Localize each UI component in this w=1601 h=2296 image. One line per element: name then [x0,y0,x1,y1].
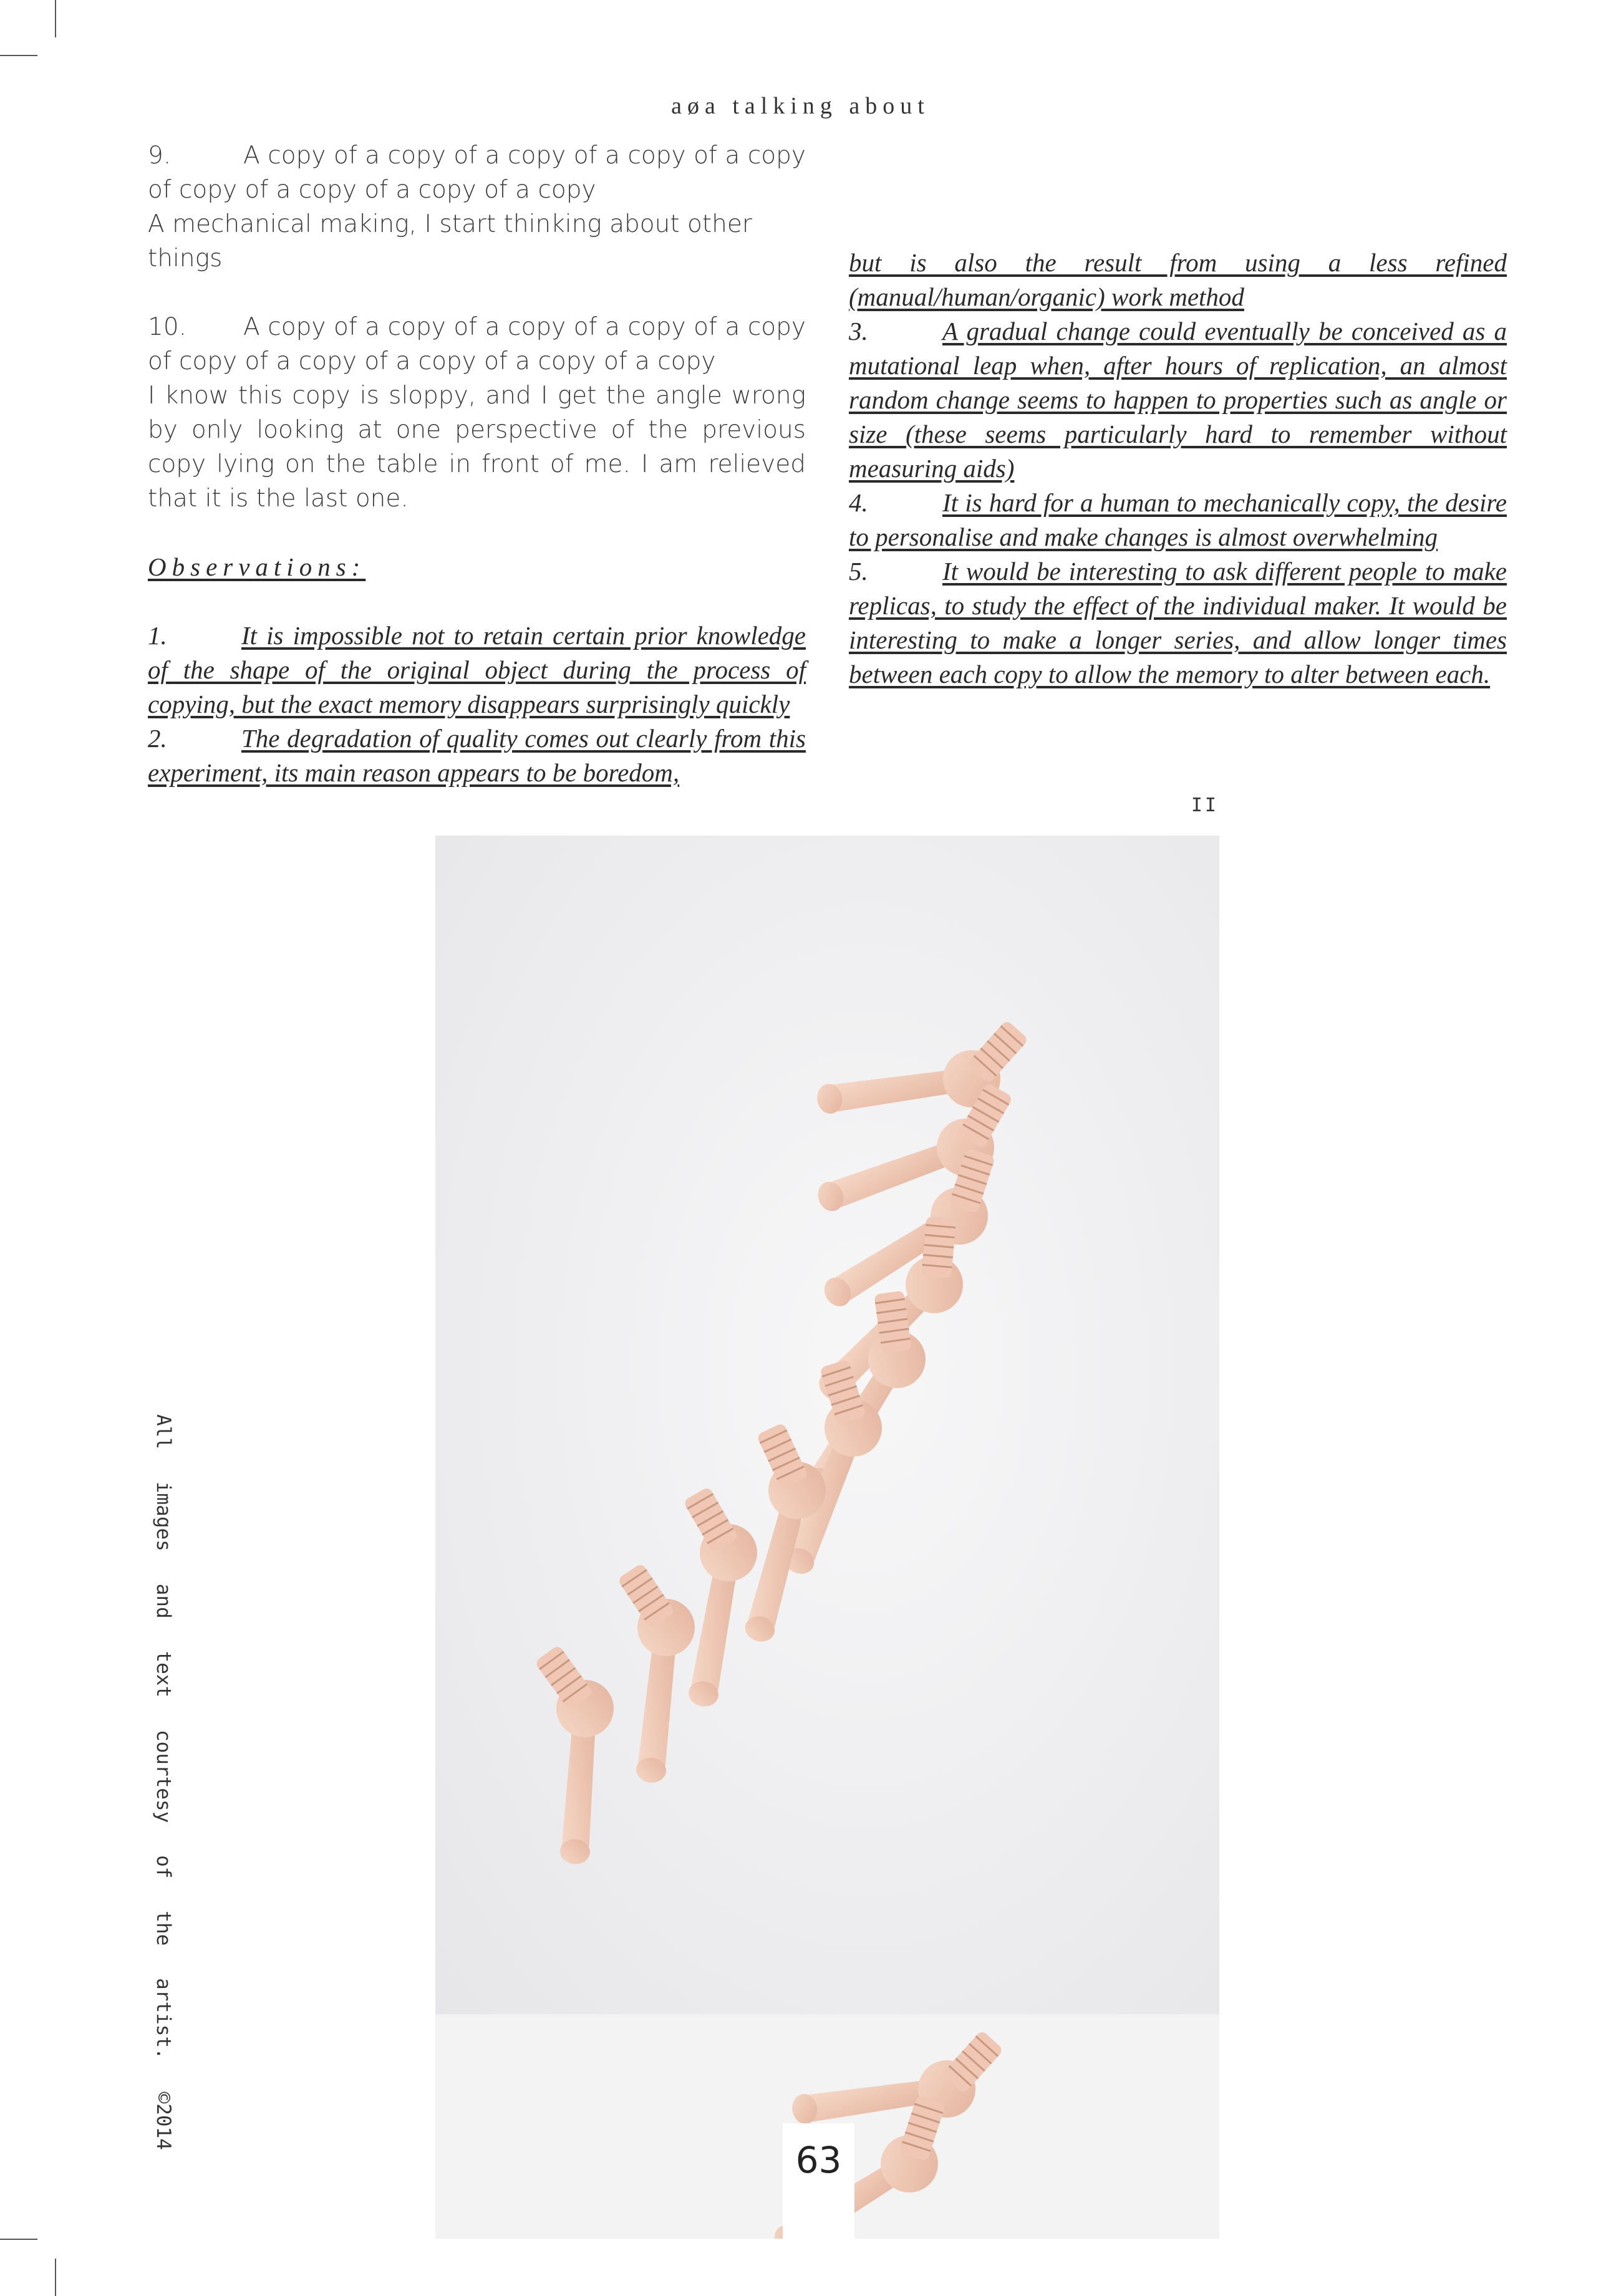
clay-replicas-photo [435,836,1219,2239]
observation-text: It would be interesting to ask different people to make replicas, to study the effect of the individual maker. It would be interesting to make a longer series, and allow longer times between each copy to allow the memory to alter between each. [849,557,1507,688]
observation-text: It is hard for a human to mechanically copy, the desire to personalise and make changes is almost overwhelming [849,488,1507,551]
crop-mark [55,2259,56,2296]
caption-word: of [152,1855,175,1879]
right-column [849,246,1507,692]
caption-word: images [152,1481,175,1551]
observation-number: 2. [148,724,167,753]
item-9 [148,138,806,207]
running-header: aøa talking about [671,93,930,119]
caption-word: the [152,1911,175,1946]
caption-word: artist. [152,1978,175,2060]
observation-3 [849,314,1507,486]
section-numeral: II [1191,794,1219,816]
side-caption [152,1414,175,2150]
observations-title: Observations: [148,552,366,581]
crop-mark [0,2239,37,2240]
item-number: 9. [148,142,172,170]
caption-word: All [152,1414,175,1449]
observation-number: 5. [849,557,868,586]
caption-word: text [152,1651,175,1698]
item-text: I know this copy is sloppy, and I get the angle wrong by only looking at one perspective of the previous copy lying on the table in front of me. I am relieved that it is the last one. [148,382,806,513]
observation-number: 4. [849,488,868,517]
observation-2-continued: but is also the result from using a less refined (manual/human/organic) work method [849,248,1507,311]
observation-number: 3. [849,317,868,345]
item-text: A mechanical making, I start thinking about other things [148,210,752,273]
caption-word: ©2014 [152,2091,175,2150]
observation-text: It is impossible not to retain certain prior knowledge of the shape of the original object during the process of copying, but the exact memory disappears surprisingly quickly [148,621,806,718]
item-10 [148,310,806,379]
page-number: 63 [795,2139,842,2181]
observation-5 [849,554,1507,692]
observation-4 [849,486,1507,554]
caption-word: and [152,1583,175,1619]
item-text: A copy of a copy of a copy of a copy of a copy of copy of a copy of a copy of a copy [148,142,806,204]
item-number: 10. [148,313,187,341]
observation-1 [148,619,806,721]
observation-number: 1. [148,621,167,650]
crop-mark [55,0,56,37]
observation-2 [148,721,806,790]
item-text: A copy of a copy of a copy of a copy of a copy of copy of a copy of a copy of a copy of a copy [148,313,806,375]
crop-mark [0,55,37,56]
observation-text: A gradual change could eventually be conceived as a mutational leap when, after hours of replication, an almost random change seems to happen to properties such as angle or size (these seems particularly hard to remember without measuring aids) [849,317,1507,483]
left-column [148,138,806,790]
observation-text: The degradation of quality comes out clearly from this experiment, its main reason appears to be boredom, [148,724,806,787]
caption-word: courtesy [152,1729,175,1823]
